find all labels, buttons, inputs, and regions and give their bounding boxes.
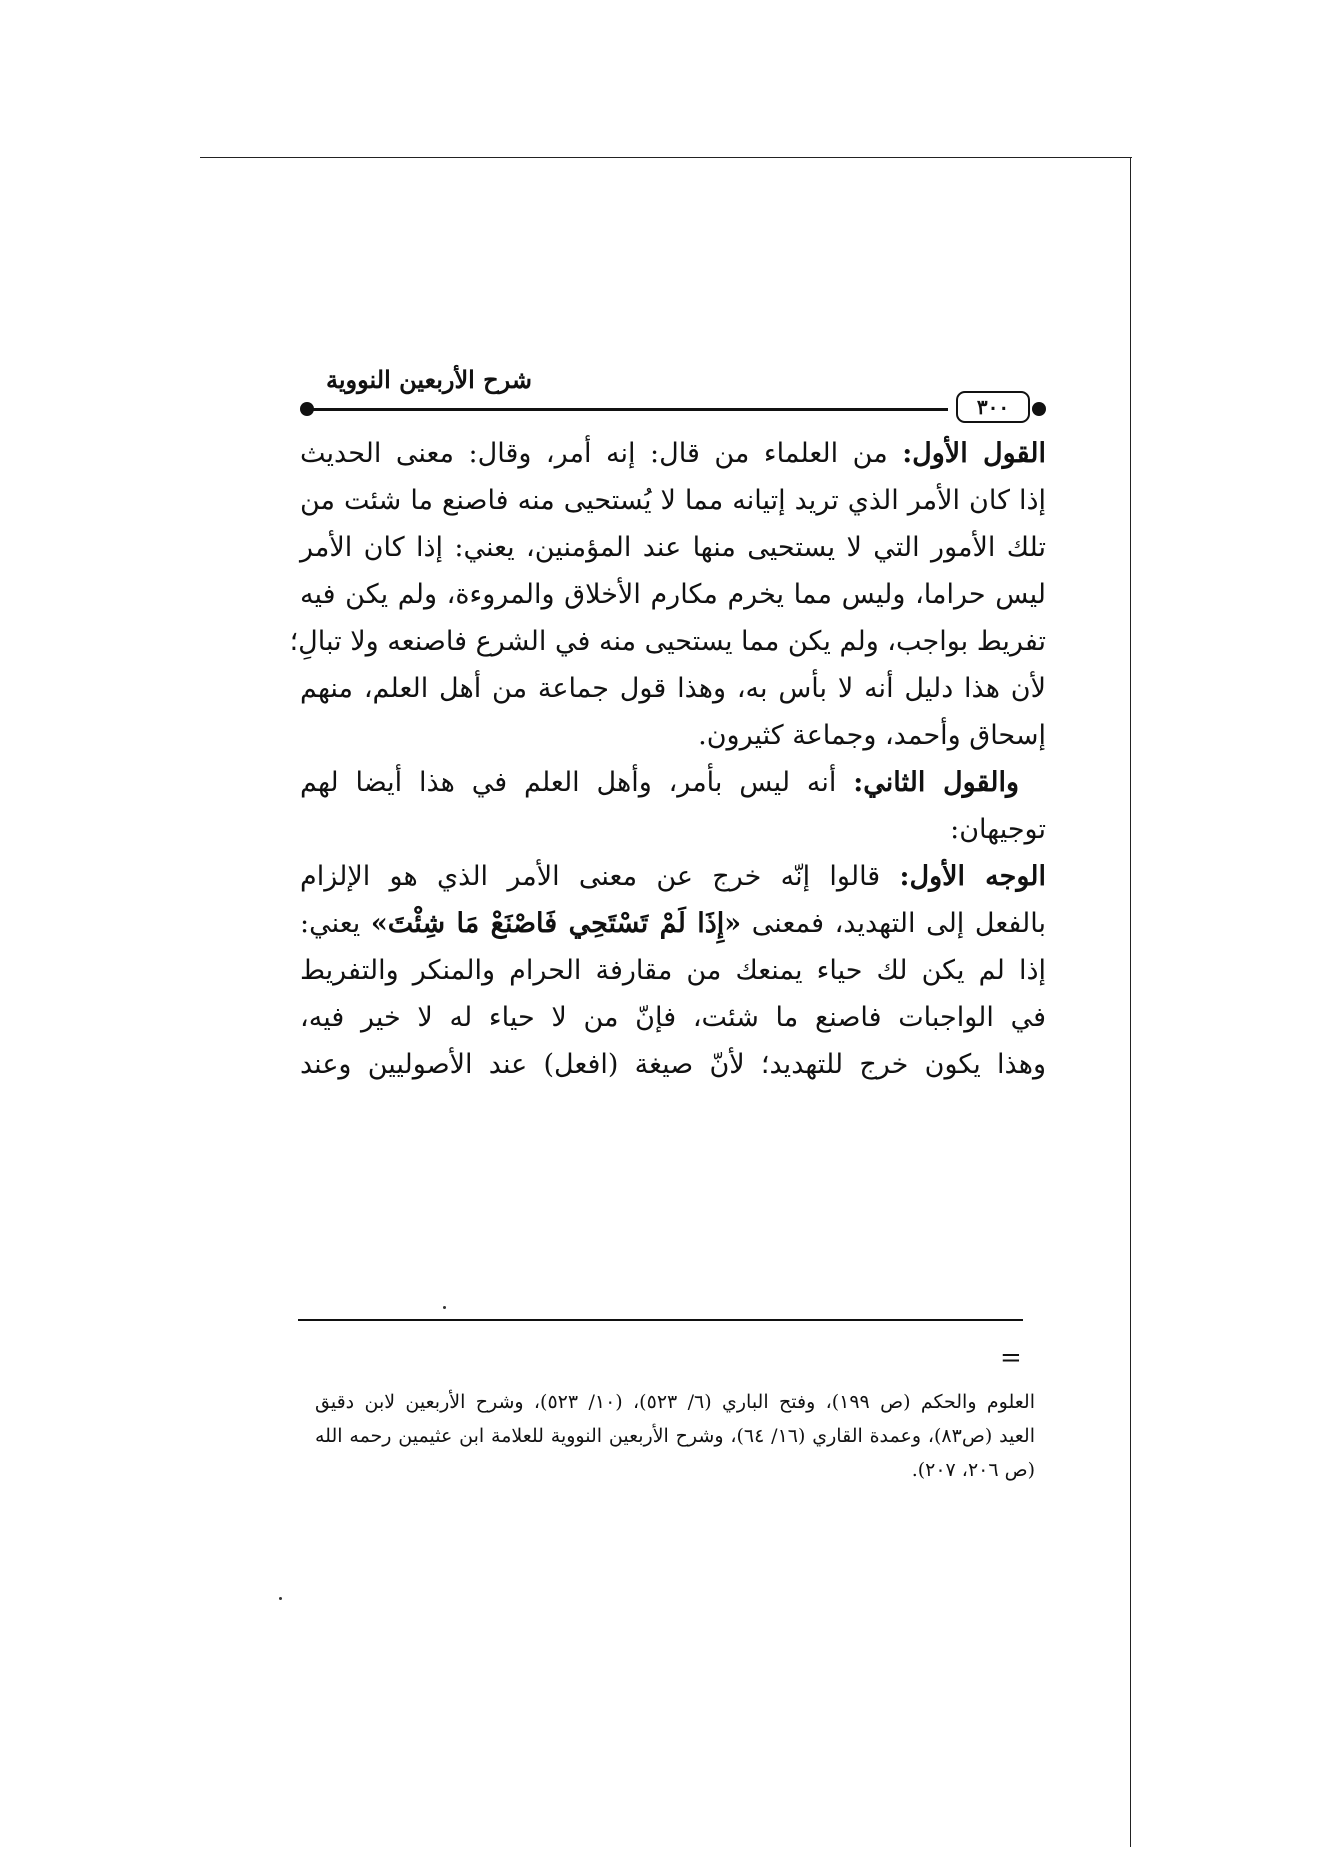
text-line: بالفعل إلى التهديد، فمعنى «إِذَا لَمْ تَسْتَحِي فَاصْنَعْ مَا شِئْتَ» يعني:: [300, 908, 1047, 939]
text-line: تفريط بواجب، ولم يكن مما يستحيى منه في الشرع فاصنعه ولا تبالِ؛: [289, 626, 1046, 657]
footnote-line: العلوم والحكم (ص ١٩٩)، وفتح الباري (٦/ ٥٢٣)، (١٠/ ٥٢٣)، وشرح الأربعين لابن دقيق: [315, 1391, 1035, 1413]
scan-frame-top-line: [200, 157, 1132, 158]
main-text: [289, 430, 1047, 1088]
text-line: لأن هذا دليل أنه لا بأس به، وهذا قول جماعة من أهل العلم، منهم: [300, 673, 1046, 704]
text-line: تلك الأمور التي لا يستحيى منها عند المؤمنين، يعني: إذا كان الأمر: [300, 532, 1046, 563]
first-aspect-label: الوجه الأول:: [899, 861, 1046, 892]
paragraph-second-opinion: [300, 759, 1046, 853]
book-title: شرح الأربعين النووية: [326, 365, 533, 394]
paragraph-first-aspect: [300, 853, 1046, 1088]
text-line: الوجه الأول: قالوا إنّه خرج عن معنى الأمر الذي هو الإلزام: [300, 861, 1046, 892]
text-line: إذا لم يكن لك حياء يمنعك من مقارفة الحرام والمنكر والتفريط: [300, 955, 1046, 986]
text-line: إسحاق وأحمد، وجماعة كثيرون.: [698, 720, 1046, 751]
footnote-block: [315, 1385, 1035, 1487]
header-rule: [308, 408, 948, 411]
text-line: ليس حراما، وليس مما يخرم مكارم الأخلاق والمروءة، ولم يكن فيه: [300, 579, 1046, 610]
scan-speck: [279, 1597, 282, 1600]
scan-speck: [443, 1306, 446, 1309]
scan-frame-right-line: [1130, 157, 1131, 1847]
text-line: وهذا يكون خرج للتهديد؛ لأنّ صيغة (افعل) عند الأصوليين وعند: [300, 1049, 1046, 1080]
text-line: توجيهان:: [950, 814, 1046, 845]
hadith-quote: «إِذَا لَمْ تَسْتَحِي فَاصْنَعْ مَا شِئْتَ»: [370, 908, 742, 939]
paragraph-first-opinion: [289, 430, 1046, 759]
page-number-badge: [956, 391, 1030, 423]
footnote-line: (ص ٢٠٦، ٢٠٧).: [911, 1459, 1035, 1481]
first-opinion-label: القول الأول:: [902, 438, 1046, 469]
header-dot-right-icon: [1032, 402, 1046, 416]
page-number: ٣٠٠: [976, 395, 1010, 419]
text-line: والقول الثاني: أنه ليس بأمر، وأهل العلم في هذا أيضا لهم: [300, 767, 1019, 798]
second-opinion-label: والقول الثاني:: [853, 767, 1019, 798]
text-line: في الواجبات فاصنع ما شئت، فإنّ من لا حياء له لا خير فيه،: [300, 1002, 1046, 1033]
header-dot-left-icon: [300, 402, 314, 416]
text-line: القول الأول: من العلماء من قال: إنه أمر، وقال: معنى الحديث: [300, 438, 1046, 469]
footnote-line: العيد (ص٨٣)، وعمدة القاري (١٦/ ٦٤)، وشرح الأربعين النووية للعلامة ابن عثيمين رحمه الله: [315, 1425, 1036, 1447]
running-header: [300, 365, 1046, 425]
text-line: إذا كان الأمر الذي تريد إتيانه مما لا يُستحيى منه فاصنع ما شئت من: [300, 485, 1046, 516]
footnote-separator: [298, 1319, 1023, 1321]
footnote-continuation-mark: =: [1000, 1343, 1022, 1373]
